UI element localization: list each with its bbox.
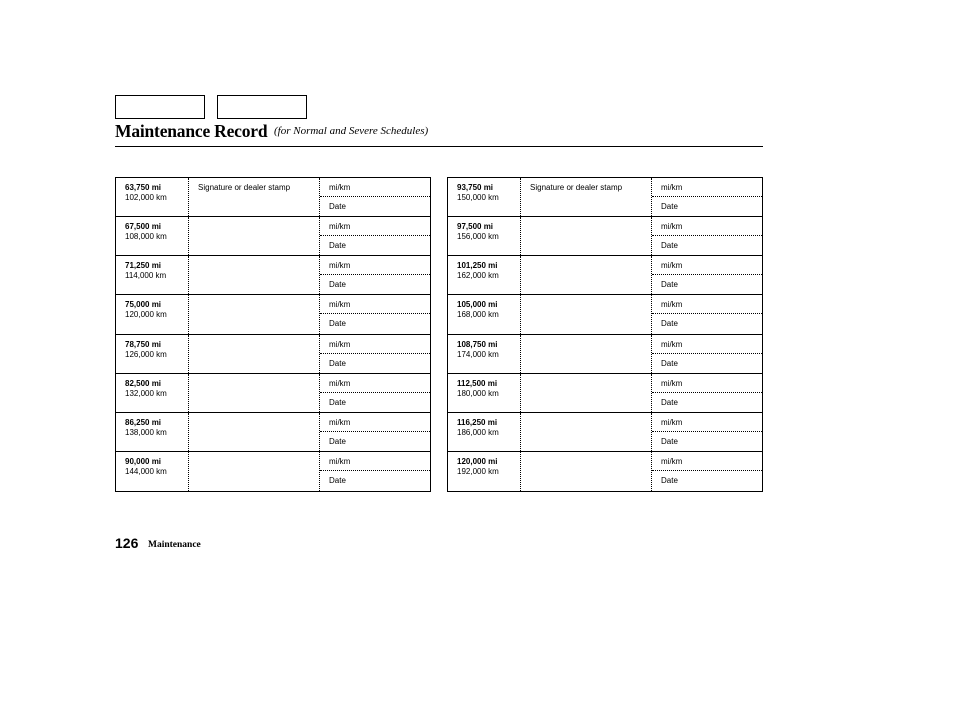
date-field[interactable] <box>652 275 762 290</box>
maintenance-log-table-right <box>447 177 763 492</box>
mileage-miles: 97,500 mi <box>457 222 494 232</box>
log-row <box>116 256 430 295</box>
mileage-miles: 90,000 mi <box>125 456 162 466</box>
signature-field[interactable] <box>189 452 320 491</box>
log-row <box>116 217 430 256</box>
odometer-field[interactable] <box>652 178 762 197</box>
mileage-cell <box>116 256 189 294</box>
date-field[interactable] <box>320 275 430 290</box>
odometer-label: mi/km <box>661 183 683 192</box>
odometer-field[interactable] <box>320 374 430 393</box>
entry-cell <box>652 295 762 333</box>
signature-label: Signature or dealer stamp <box>530 183 623 192</box>
date-label: Date <box>661 358 678 368</box>
mileage-km: 156,000 km <box>457 232 499 242</box>
odometer-field[interactable] <box>652 295 762 314</box>
mileage-miles: 75,000 mi <box>125 300 162 310</box>
entry-cell <box>652 178 762 216</box>
mileage-cell <box>116 335 189 373</box>
log-row <box>448 295 762 334</box>
date-field[interactable] <box>320 432 430 447</box>
mileage-km: 108,000 km <box>125 232 167 242</box>
mileage-km: 192,000 km <box>457 466 499 476</box>
odometer-field[interactable] <box>652 256 762 275</box>
odometer-field[interactable] <box>652 374 762 393</box>
odometer-label: mi/km <box>661 222 683 232</box>
mileage-miles: 120,000 mi <box>457 456 498 466</box>
entry-cell <box>320 413 430 451</box>
mileage-cell <box>448 295 521 333</box>
odometer-field[interactable] <box>652 217 762 236</box>
mileage-miles: 93,750 mi <box>457 183 494 192</box>
mileage-km: 114,000 km <box>125 271 167 281</box>
odometer-label: mi/km <box>329 222 351 232</box>
date-field[interactable] <box>652 197 762 212</box>
title-rule <box>115 146 763 147</box>
mileage-cell <box>448 217 521 255</box>
odometer-field[interactable] <box>320 178 430 197</box>
entry-cell <box>320 374 430 412</box>
odometer-label: mi/km <box>661 378 683 388</box>
entry-cell <box>320 335 430 373</box>
odometer-field[interactable] <box>320 256 430 275</box>
signature-field[interactable] <box>521 295 652 333</box>
mileage-cell <box>448 178 521 216</box>
log-row <box>116 178 430 217</box>
mileage-km: 144,000 km <box>125 466 167 476</box>
mileage-miles: 108,750 mi <box>457 339 498 349</box>
mileage-km: 180,000 km <box>457 388 499 398</box>
date-field[interactable] <box>320 197 430 212</box>
entry-cell <box>652 335 762 373</box>
date-label: Date <box>661 280 678 290</box>
signature-field[interactable] <box>189 256 320 294</box>
odometer-label: mi/km <box>661 339 683 349</box>
mileage-miles: 116,250 mi <box>457 417 498 427</box>
page-number: 126 <box>115 535 139 551</box>
date-label: Date <box>661 475 678 485</box>
odometer-field[interactable] <box>652 335 762 354</box>
entry-cell <box>652 413 762 451</box>
title-row <box>115 121 763 145</box>
signature-field[interactable] <box>521 374 652 412</box>
mileage-cell <box>448 374 521 412</box>
mileage-km: 132,000 km <box>125 388 167 398</box>
date-field[interactable] <box>320 393 430 408</box>
mileage-cell <box>116 217 189 255</box>
entry-cell <box>652 452 762 491</box>
odometer-label: mi/km <box>661 300 683 310</box>
date-label: Date <box>661 319 678 329</box>
date-label: Date <box>329 475 346 485</box>
odometer-label: mi/km <box>661 456 683 466</box>
mileage-miles: 105,000 mi <box>457 300 498 310</box>
mileage-cell <box>116 374 189 412</box>
mileage-cell <box>448 256 521 294</box>
mileage-km: 120,000 km <box>125 310 167 320</box>
mileage-cell <box>116 295 189 333</box>
odometer-label: mi/km <box>329 417 351 427</box>
mileage-miles: 82,500 mi <box>125 378 162 388</box>
odometer-field[interactable] <box>320 217 430 236</box>
mileage-miles: 63,750 mi <box>125 183 162 192</box>
mileage-miles: 67,500 mi <box>125 222 162 232</box>
page-title: Maintenance Record <box>115 121 268 141</box>
odometer-label: mi/km <box>329 339 351 349</box>
odometer-label: mi/km <box>661 417 683 427</box>
mileage-km: 102,000 km <box>125 193 167 202</box>
entry-cell <box>652 256 762 294</box>
log-row <box>448 335 762 374</box>
maintenance-log-table-left <box>115 177 431 492</box>
signature-field[interactable] <box>189 335 320 373</box>
mileage-km: 162,000 km <box>457 271 499 281</box>
date-field[interactable] <box>652 314 762 329</box>
mileage-km: 150,000 km <box>457 193 499 202</box>
date-field[interactable] <box>320 471 430 486</box>
mileage-cell <box>116 413 189 451</box>
date-field[interactable] <box>652 471 762 486</box>
entry-cell <box>320 452 430 491</box>
log-row <box>448 452 762 491</box>
entry-cell <box>320 295 430 333</box>
signature-field[interactable] <box>189 295 320 333</box>
log-row <box>448 256 762 295</box>
date-label: Date <box>329 397 346 407</box>
date-field[interactable] <box>652 393 762 408</box>
mileage-miles: 78,750 mi <box>125 339 162 349</box>
signature-field[interactable] <box>521 256 652 294</box>
page-subtitle: (for Normal and Severe Schedules) <box>274 125 429 137</box>
mileage-km: 126,000 km <box>125 349 167 359</box>
mileage-cell <box>448 452 521 491</box>
date-label: Date <box>329 436 346 446</box>
entry-cell <box>320 178 430 216</box>
date-field[interactable] <box>652 354 762 369</box>
odometer-label: mi/km <box>329 183 351 192</box>
signature-field[interactable] <box>521 452 652 491</box>
date-label: Date <box>329 202 346 211</box>
mileage-cell <box>448 335 521 373</box>
date-label: Date <box>661 436 678 446</box>
date-label: Date <box>661 241 678 251</box>
log-row <box>116 335 430 374</box>
date-field[interactable] <box>652 236 762 251</box>
date-field[interactable] <box>320 314 430 329</box>
signature-field[interactable] <box>521 178 652 216</box>
odometer-field[interactable] <box>652 452 762 471</box>
date-label: Date <box>661 202 678 211</box>
signature-field[interactable] <box>521 413 652 451</box>
mileage-cell <box>448 413 521 451</box>
date-label: Date <box>329 358 346 368</box>
mileage-miles: 71,250 mi <box>125 261 162 271</box>
mileage-km: 168,000 km <box>457 310 499 320</box>
mileage-miles: 112,500 mi <box>457 378 498 388</box>
section-name: Maintenance <box>148 540 201 550</box>
header-tab-box-right <box>217 95 307 119</box>
log-row <box>448 178 762 217</box>
log-row <box>448 374 762 413</box>
date-field[interactable] <box>652 432 762 447</box>
entry-cell <box>320 256 430 294</box>
mileage-km: 138,000 km <box>125 427 167 437</box>
log-row <box>448 413 762 452</box>
entry-cell <box>652 217 762 255</box>
date-label: Date <box>329 280 346 290</box>
odometer-label: mi/km <box>661 261 683 271</box>
mileage-miles: 86,250 mi <box>125 417 162 427</box>
log-row <box>116 413 430 452</box>
odometer-field[interactable] <box>320 295 430 314</box>
date-label: Date <box>329 319 346 329</box>
mileage-miles: 101,250 mi <box>457 261 498 271</box>
signature-field[interactable] <box>189 217 320 255</box>
date-label: Date <box>661 397 678 407</box>
entry-cell <box>652 374 762 412</box>
date-field[interactable] <box>320 236 430 251</box>
mileage-cell <box>116 452 189 491</box>
mileage-cell <box>116 178 189 216</box>
log-row <box>116 452 430 491</box>
signature-field[interactable] <box>189 178 320 216</box>
odometer-field[interactable] <box>320 335 430 354</box>
odometer-field[interactable] <box>320 413 430 432</box>
log-row <box>448 217 762 256</box>
entry-cell <box>320 217 430 255</box>
signature-field[interactable] <box>189 413 320 451</box>
odometer-label: mi/km <box>329 378 351 388</box>
signature-label: Signature or dealer stamp <box>198 183 291 192</box>
log-row <box>116 295 430 334</box>
odometer-label: mi/km <box>329 261 351 271</box>
header-tab-box-left <box>115 95 205 119</box>
log-row <box>116 374 430 413</box>
signature-field[interactable] <box>189 374 320 412</box>
odometer-field[interactable] <box>652 413 762 432</box>
signature-field[interactable] <box>521 217 652 255</box>
date-field[interactable] <box>320 354 430 369</box>
odometer-label: mi/km <box>329 300 351 310</box>
odometer-label: mi/km <box>329 456 351 466</box>
signature-field[interactable] <box>521 335 652 373</box>
odometer-field[interactable] <box>320 452 430 471</box>
mileage-km: 186,000 km <box>457 427 499 437</box>
mileage-km: 174,000 km <box>457 349 499 359</box>
date-label: Date <box>329 241 346 251</box>
